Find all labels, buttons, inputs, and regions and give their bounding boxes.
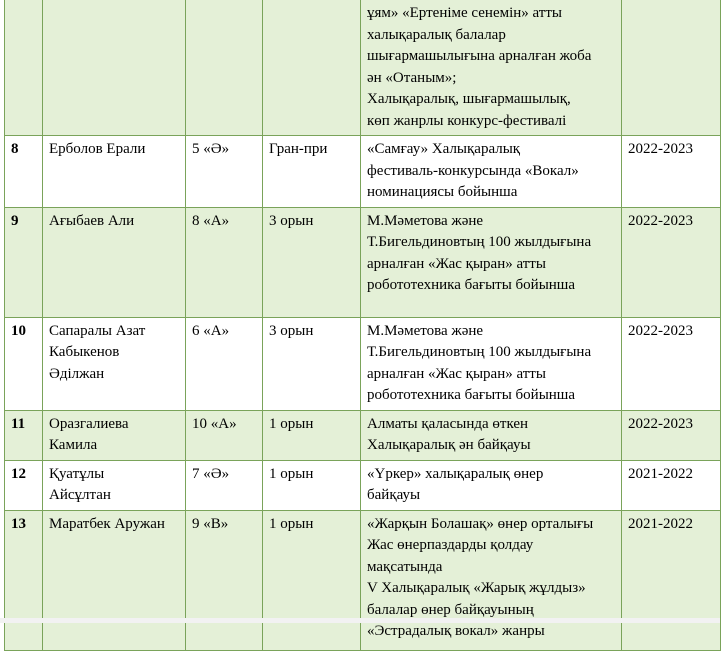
student-class: 5 «Ә» bbox=[186, 136, 263, 208]
row-number: 10 bbox=[5, 317, 43, 410]
event-line: Т.Бигельдиновтың 100 жылдығына bbox=[367, 234, 592, 250]
student-name bbox=[43, 317, 186, 410]
event-description bbox=[361, 136, 622, 208]
award-place: 1 орын bbox=[263, 460, 361, 510]
table-row bbox=[5, 510, 721, 650]
academic-year: 2022-2023 bbox=[622, 410, 721, 460]
achievements-table bbox=[4, 0, 721, 651]
row-number: 13 bbox=[5, 510, 43, 650]
table-body bbox=[5, 0, 721, 650]
event-line: Халықаралық, шығармашылық, bbox=[367, 91, 571, 107]
event-line: ұям» «Ертеніме сенемін» атты bbox=[367, 5, 562, 21]
student-class: 7 «Ә» bbox=[186, 460, 263, 510]
student-class: 9 «В» bbox=[186, 510, 263, 650]
event-line: байқауы bbox=[367, 487, 421, 503]
event-line: халықаралық балалар bbox=[367, 26, 506, 43]
student-name bbox=[43, 410, 186, 460]
academic-year: 2022-2023 bbox=[622, 136, 721, 208]
event-line: V Халықаралық «Жарық жұлдыз» bbox=[367, 580, 586, 596]
table-row bbox=[5, 410, 721, 460]
event-line: «Эстрадалық вокал» жанры bbox=[367, 623, 545, 639]
event-line: номинациясы бойынша bbox=[367, 184, 518, 200]
student-name bbox=[43, 207, 186, 317]
name-line: Маратбек Аружан bbox=[49, 515, 165, 532]
name-line: Қуатұлы bbox=[49, 465, 105, 482]
row-number: 12 bbox=[5, 460, 43, 510]
event-line: «Жарқын Болашақ» өнер орталығы bbox=[367, 515, 594, 532]
event-line: М.Мәметова және bbox=[367, 322, 484, 339]
name-line: Ағыбаев Али bbox=[49, 212, 135, 229]
row-number: 11 bbox=[5, 410, 43, 460]
academic-year: 2022-2023 bbox=[622, 317, 721, 410]
event-line: Алматы қаласында өткен bbox=[367, 415, 529, 432]
event-line: робототехника бағыты бойынша bbox=[367, 277, 576, 293]
event-line: балалар өнер байқауының bbox=[367, 601, 534, 618]
student-name bbox=[43, 460, 186, 510]
event-line: арналған «Жас қыран» атты bbox=[367, 255, 546, 272]
name-line: Оразгалиева bbox=[49, 415, 129, 432]
name-line: Камила bbox=[49, 437, 98, 453]
name-line: Айсұлтан bbox=[49, 487, 111, 503]
event-line: «Самғау» Халықаралық bbox=[367, 141, 521, 157]
event-description bbox=[361, 460, 622, 510]
academic-year: 2021-2022 bbox=[622, 510, 721, 650]
event-description bbox=[361, 510, 622, 650]
award-place bbox=[263, 0, 361, 136]
table-row bbox=[5, 0, 721, 136]
row-number: 8 bbox=[5, 136, 43, 208]
table-row bbox=[5, 460, 721, 510]
event-description bbox=[361, 410, 622, 460]
award-place: 3 орын bbox=[263, 207, 361, 317]
student-name bbox=[43, 510, 186, 650]
event-line: арналған «Жас қыран» атты bbox=[367, 365, 546, 382]
table-row bbox=[5, 317, 721, 410]
event-description bbox=[361, 0, 622, 136]
name-line: Ерболов Ерали bbox=[49, 141, 146, 157]
academic-year: 2022-2023 bbox=[622, 207, 721, 317]
event-description bbox=[361, 207, 622, 317]
award-place: Гран-при bbox=[263, 136, 361, 208]
table-row bbox=[5, 136, 721, 208]
student-name bbox=[43, 0, 186, 136]
event-line: Жас өнерпаздарды қолдау bbox=[367, 537, 534, 553]
event-line: көп жанрлы конкурс-фестивалі bbox=[367, 112, 567, 129]
student-class bbox=[186, 0, 263, 136]
name-line: Кабыкенов bbox=[49, 344, 120, 360]
row-number: 9 bbox=[5, 207, 43, 317]
award-place: 3 орын bbox=[263, 317, 361, 410]
event-line: «Үркер» халықаралық өнер bbox=[367, 465, 544, 482]
row-number bbox=[5, 0, 43, 136]
event-line: фестиваль-конкурсында «Вокал» bbox=[367, 162, 579, 179]
event-description bbox=[361, 317, 622, 410]
award-place: 1 орын bbox=[263, 410, 361, 460]
event-line: ән «Отаным»; bbox=[367, 69, 457, 86]
name-line: Әділжан bbox=[49, 365, 105, 382]
academic-year bbox=[622, 0, 721, 136]
student-class: 8 «А» bbox=[186, 207, 263, 317]
student-class: 6 «А» bbox=[186, 317, 263, 410]
award-place: 1 орын bbox=[263, 510, 361, 650]
event-line: М.Мәметова және bbox=[367, 212, 484, 229]
event-line: мақсатында bbox=[367, 558, 443, 575]
event-line: Т.Бигельдиновтың 100 жылдығына bbox=[367, 344, 592, 360]
student-class: 10 «А» bbox=[186, 410, 263, 460]
event-line: робототехника бағыты бойынша bbox=[367, 387, 576, 403]
name-line: Сапаралы Азат bbox=[49, 322, 146, 339]
event-line: шығармашылығына арналған жоба bbox=[367, 48, 592, 64]
table-row bbox=[5, 207, 721, 317]
page-bottom-edge bbox=[0, 618, 720, 623]
student-name bbox=[43, 136, 186, 208]
academic-year: 2021-2022 bbox=[622, 460, 721, 510]
event-line: Халықаралық ән байқауы bbox=[367, 437, 531, 453]
